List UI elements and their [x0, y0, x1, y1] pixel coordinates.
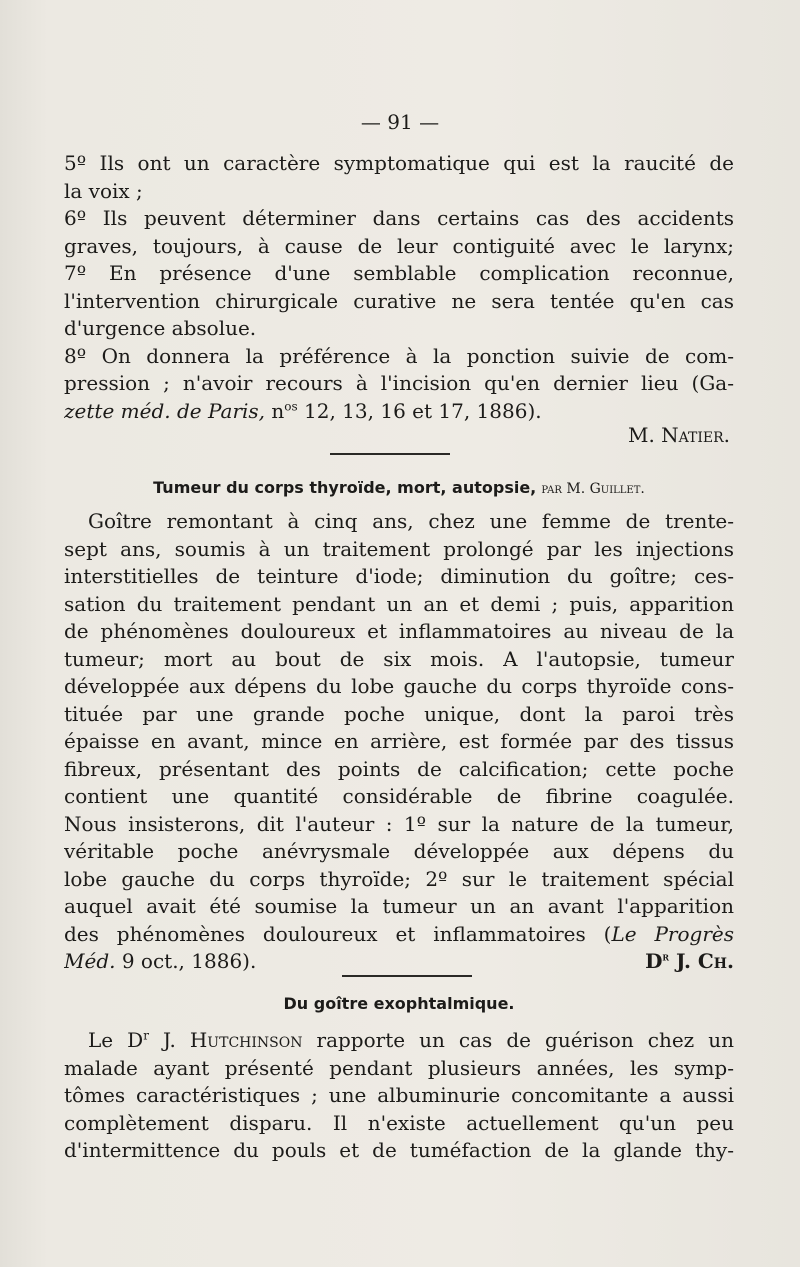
text-line: sation du traitement pendant un an et demi ; puis, apparition	[64, 591, 734, 616]
text-line: contient une quantité considérable de fibrine coagulée.	[64, 784, 734, 808]
text-line: sept ans, soumis à un traitement prolongé par les injections	[64, 536, 734, 561]
text-line: graves, toujours, à cause de leur contiguité avec le larynx;	[64, 233, 734, 258]
text-line: complètement disparu. Il n'existe actuellement qu'un peu	[64, 1110, 734, 1135]
doctor-abbrev-sup: r	[143, 1028, 149, 1043]
text-line: la voix ;	[64, 178, 143, 203]
article-body	[64, 508, 734, 976]
text-line: d'intermittence du pouls et de tuméfaction de la glande thy-	[64, 1138, 734, 1162]
text-line: auquel avait été soumise la tumeur un an avant l'apparition	[64, 894, 734, 918]
signature-name: J. Ch.	[676, 949, 734, 973]
text-fragment: des phénomènes douloureux et inflammatoires (	[64, 921, 612, 946]
text-line: tituée par une grande poche unique, dont la paroi très	[64, 701, 734, 726]
text-line: pression ; n'avoir recours à l'incision qu'en dernier lieu (Ga-	[64, 371, 734, 395]
text-line: Goître remontant à cinq ans, chez une femme de trente-	[88, 509, 734, 533]
section-divider	[342, 975, 472, 977]
text-line: épaisse en avant, mince en arrière, est formée par des tissus	[64, 729, 734, 753]
issue-abbrev: n	[271, 398, 285, 423]
doctor-abbrev: D	[645, 949, 663, 973]
issue-abbrev-sup: os	[284, 398, 298, 413]
citation-date: 9 oct., 1886).	[115, 949, 257, 973]
text-line: tômes caractéristiques ; une albuminurie concomitante a aussi	[64, 1083, 734, 1107]
text-line: fibreux, présentant des points de calcification; cette poche	[64, 756, 734, 781]
text-fragment: rapporte un cas de guérison chez un	[302, 1028, 734, 1052]
text-line: Nous insisterons, dit l'auteur : 1º sur la nature de la tumeur,	[64, 811, 734, 836]
text-fragment: Le D	[88, 1028, 144, 1052]
text-line: de phénomènes douloureux et inflammatoires au niveau de la	[64, 619, 734, 643]
text-line: 6º Ils peuvent déterminer dans certains cas des accidents	[64, 206, 734, 230]
section-divider	[330, 453, 450, 455]
signature	[64, 423, 734, 447]
doctor-abbrev-sup: r	[662, 949, 670, 964]
text-line: d'urgence absolue.	[64, 316, 257, 340]
journal-citation: Méd.	[64, 949, 116, 973]
text-line: tumeur; mort au bout de six mois. A l'autopsie, tumeur	[64, 646, 734, 671]
citation-line	[64, 948, 734, 976]
article-author: par M. Guillet.	[541, 481, 645, 497]
page-number: — 91 —	[360, 110, 440, 134]
text-line: 5º Ils ont un caractère symptomatique qui est la raucité de	[64, 151, 734, 175]
text-line: développée aux dépens du lobe gauche du corps thyroïde cons-	[64, 674, 734, 698]
article-title: Du goître exophtalmique.	[283, 994, 515, 1013]
citation-line	[64, 921, 734, 949]
text-line: malade ayant présenté pendant plusieurs années, les symp-	[64, 1055, 734, 1080]
author-name: J. Hutchinson	[148, 1028, 303, 1052]
article-heading	[64, 478, 734, 497]
author-signature: M. Natier.	[627, 423, 730, 447]
citation-line	[64, 398, 734, 426]
article-title: Tumeur du corps thyroïde, mort, autopsie,	[153, 478, 537, 497]
text-line: interstitielles de teinture d'iode; diminution du goître; ces-	[64, 564, 734, 588]
text-line: véritable poche anévrysmale développée aux dépens du	[64, 839, 734, 863]
article-heading	[64, 994, 734, 1013]
citation-numbers: 12, 13, 16 et 17, 1886).	[297, 398, 542, 423]
text-line: 7º En présence d'une semblable complication reconnue,	[64, 261, 734, 285]
text-line: lobe gauche du corps thyroïde; 2º sur le traitement spécial	[64, 866, 734, 891]
numbered-conclusions	[64, 150, 734, 425]
journal-citation: Le Progrès	[611, 921, 734, 946]
text-line: l'intervention chirurgicale curative ne sera tentée qu'en cas	[64, 288, 734, 313]
text-line	[64, 1027, 734, 1055]
author-signature	[645, 949, 734, 973]
text-line: 8º On donnera la préférence à la ponction suivie de com-	[64, 343, 734, 368]
journal-citation: zette méd. de Paris,	[64, 398, 266, 423]
article-body	[64, 1027, 734, 1165]
